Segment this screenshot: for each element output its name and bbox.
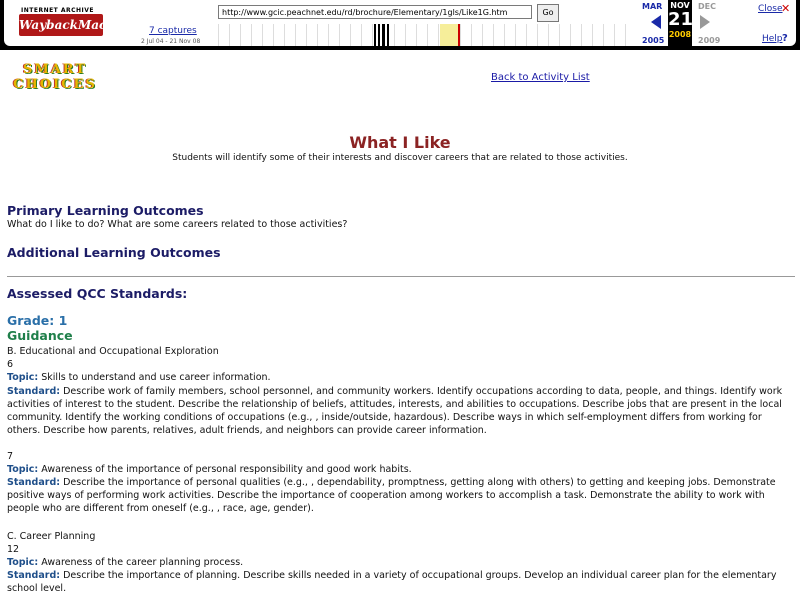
back-to-activity-list-link[interactable]: Back to Activity List xyxy=(491,72,590,83)
next-month: DEC xyxy=(698,2,716,11)
standard-text: Describe the importance of personal qualities (e.g., , dependability, promptness, getting along with others) to getting and keeping jobs. Demonstrate positive ways of performing work activities. Describe the importance of cooperation among workers to accomplish a task. Demonstrate the ability to work with people who are different from oneself (e.g., , race, age, gender). xyxy=(7,477,776,514)
standard-text: Describe work of family members, school personnel, and community workers. Identify occupations according to data, people, and things. Identify work activities of interest to the student. Describe the relationship of beliefs, attitudes, interests, and abilities to occupations. Describe jobs that are present in the local community. Identify the working conditions of occupations (e.g., , inside/outside, hazardous). Describe ways in which self-employment differs from working for others. Describe how parents, relatives, adult friends, and neighbors can provide career information. xyxy=(7,386,783,436)
logo-line-1: SMART xyxy=(22,62,88,77)
next-capture-arrow-icon xyxy=(700,15,710,29)
wayback-panel xyxy=(4,0,796,46)
prev-month[interactable]: MAR xyxy=(642,2,663,11)
assessed-standards-heading: Assessed QCC Standards: xyxy=(7,286,188,301)
timeline-mark[interactable] xyxy=(378,24,380,46)
prev-year[interactable]: 2005 xyxy=(642,36,665,45)
standard-label: Standard: xyxy=(7,386,61,397)
standard-label: Standard: xyxy=(7,477,61,488)
standard-number: 7 xyxy=(7,451,14,462)
page-title: What I Like xyxy=(349,133,451,152)
topic-label: Topic: xyxy=(7,464,39,475)
topic-text: Awareness of the importance of personal responsibility and good work habits. xyxy=(38,464,412,475)
go-button[interactable]: Go xyxy=(537,4,559,22)
primary-outcomes-heading: Primary Learning Outcomes xyxy=(7,203,204,218)
divider xyxy=(7,276,795,277)
current-capture-date xyxy=(668,0,692,46)
capture-range: 2 Jul 04 - 21 Nov 08 xyxy=(141,38,201,45)
primary-outcomes-text: What do I like to do? What are some careers related to those activities? xyxy=(7,219,348,230)
close-link[interactable]: Close xyxy=(758,4,783,14)
topic-label: Topic: xyxy=(7,557,39,568)
page-subtitle: Students will identify some of their interests and discover careers that are related to those activities. xyxy=(172,153,628,163)
wayback-toolbar xyxy=(0,0,800,50)
grade-label: Grade: 1 xyxy=(7,313,68,328)
topic-text: Skills to understand and use career information. xyxy=(38,372,271,383)
timeline-current-year[interactable] xyxy=(440,24,460,46)
wayback-logo[interactable]: WaybackMachine xyxy=(19,14,103,36)
next-year: 2009 xyxy=(698,36,721,45)
topic-12 xyxy=(7,556,792,569)
standard-6 xyxy=(7,385,792,437)
timeline-mark[interactable] xyxy=(374,24,376,46)
capture-timeline[interactable] xyxy=(218,24,628,46)
timeline-mark[interactable] xyxy=(387,24,389,46)
standard-label: Standard: xyxy=(7,570,61,581)
help-icon[interactable]: ? xyxy=(782,33,788,44)
guidance-label: Guidance xyxy=(7,328,73,343)
current-year: 2008 xyxy=(668,30,692,39)
close-icon[interactable]: ✕ xyxy=(781,2,791,15)
timeline-mark[interactable] xyxy=(382,24,385,46)
standard-number: 12 xyxy=(7,544,20,555)
standard-number: 6 xyxy=(7,359,14,370)
help-link[interactable]: Help xyxy=(762,34,783,44)
archive-label: INTERNET ARCHIVE xyxy=(21,7,95,14)
standard-7 xyxy=(7,476,792,515)
additional-outcomes-heading: Additional Learning Outcomes xyxy=(7,245,221,260)
topic-6 xyxy=(7,371,792,384)
captures-link[interactable]: 7 captures xyxy=(149,26,197,36)
current-month: NOV xyxy=(670,1,690,10)
current-day: 21 xyxy=(668,9,694,30)
timeline-current-marker xyxy=(458,24,460,46)
section-b-heading: B. Educational and Occupational Exploration xyxy=(7,346,219,357)
section-c-heading: C. Career Planning xyxy=(7,531,96,542)
standard-12 xyxy=(7,569,792,595)
prev-capture-arrow-icon[interactable] xyxy=(651,15,661,29)
topic-text: Awareness of the career planning process. xyxy=(38,557,244,568)
topic-7 xyxy=(7,463,792,476)
url-input[interactable]: http://www.gcic.peachnet.edu/rd/brochure/Elementary/1gls/Like1G.htm xyxy=(218,5,532,19)
standard-text: Describe the importance of planning. Describe skills needed in a variety of occupational groups. Develop an individual career plan for the elementary school level. xyxy=(7,570,777,594)
topic-label: Topic: xyxy=(7,372,39,383)
smart-choices-logo xyxy=(12,62,98,96)
logo-line-2: CHOICES xyxy=(13,77,97,92)
